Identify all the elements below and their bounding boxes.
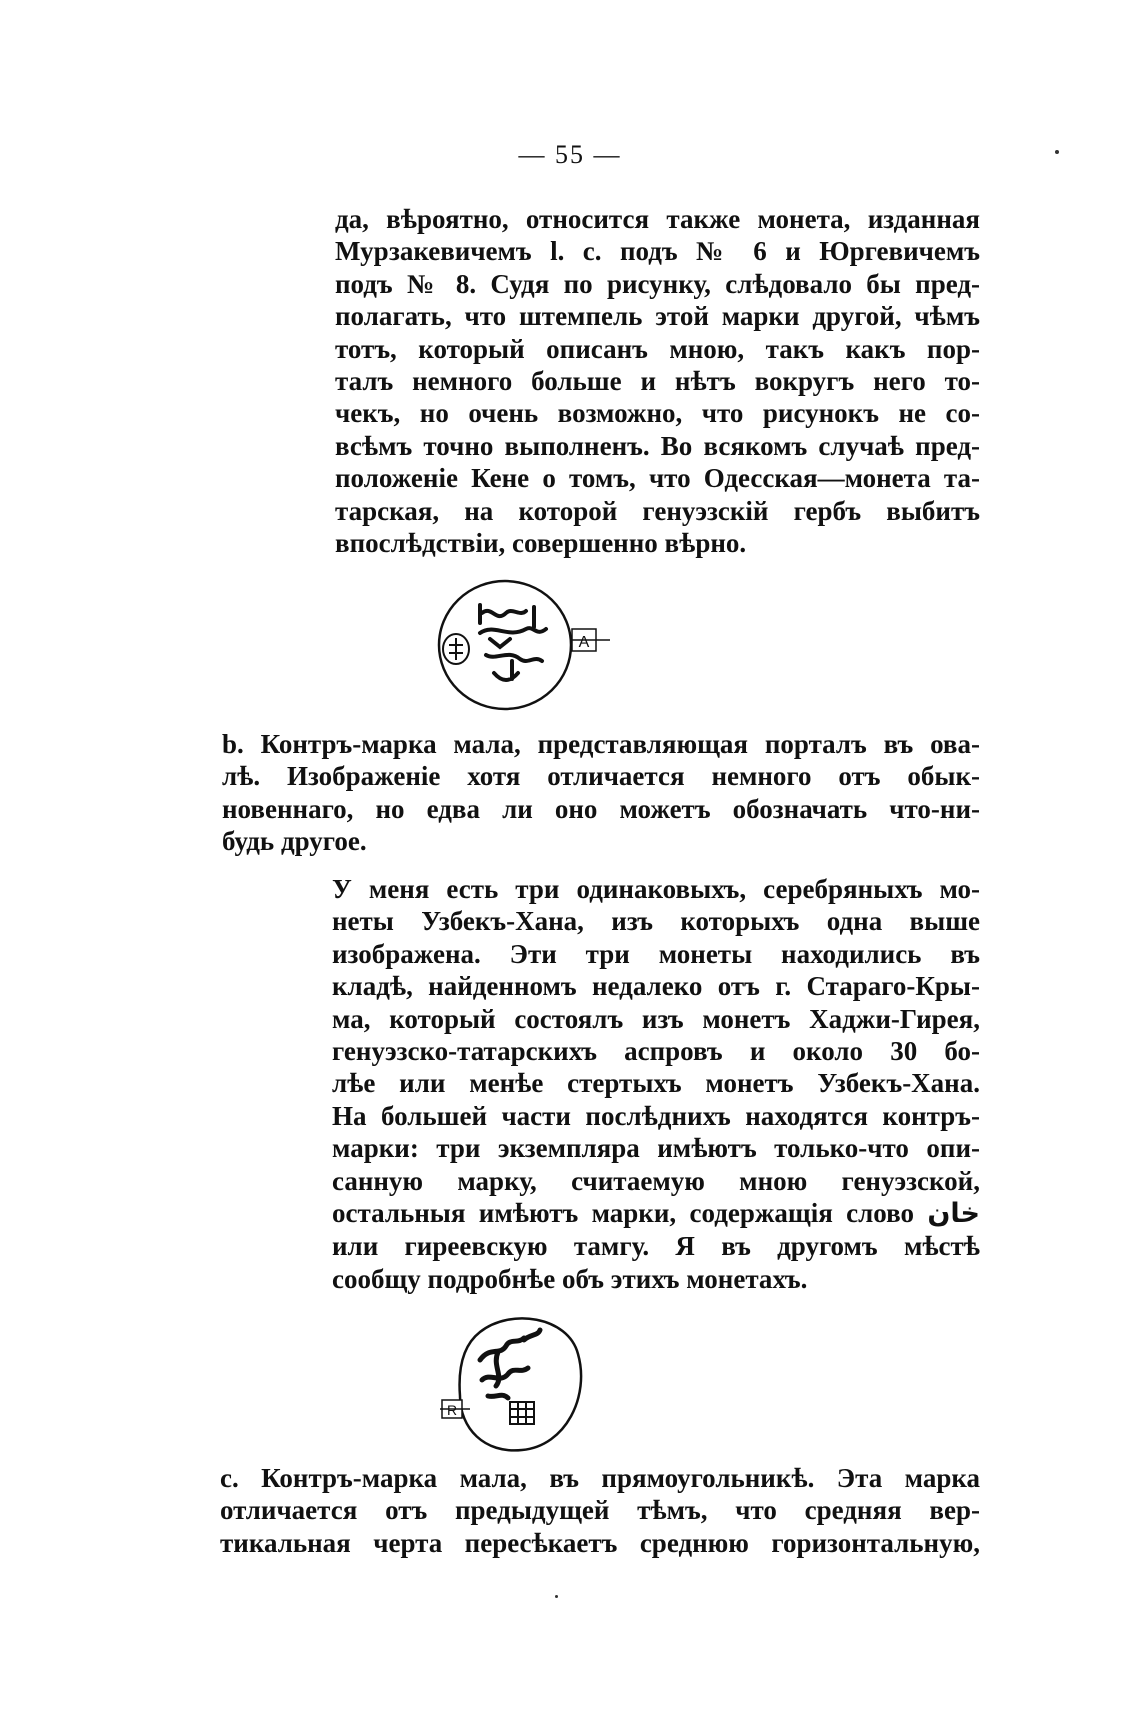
text-line: санную марку, считаемую мною генуэзской, [332,1165,980,1196]
text-line: тотъ, который описанъ мною, такъ какъ пор- [335,333,980,364]
text-line: впослѣдствіи, совершенно вѣрно. [335,528,747,559]
text-line: изображена. Эти три монеты находились въ [332,938,980,969]
paper-speck [1055,150,1059,154]
text-line: У меня есть три одинаковыхъ, серебряныхъ мо- [332,874,980,904]
text-line: b. Контръ-марка мала, представляющая порталъ въ ова- [222,729,980,759]
paragraph-3 [332,873,980,1295]
text-line: сообщу подробнѣе объ этихъ монетахъ. [332,1263,808,1294]
text-line: новеннаго, но едва ли оно можетъ обозначать что-ни- [222,793,980,824]
paragraph-2 [222,728,980,858]
text-line: будь другое. [222,826,367,857]
text-line: всѣмъ точно выполненъ. Во всякомъ случаѣ пред- [335,430,980,461]
paper-speck [555,1595,558,1598]
text-line: кладѣ, найденномъ недалеко отъ г. Стараго-Кры- [332,971,980,1002]
coin-label: R [446,1402,458,1418]
text-line-with-arabic [332,1197,980,1230]
page-number: — 55 — [518,140,622,169]
arabic-word: خان [927,1198,980,1230]
text-line: тикальная черта пересѣкаетъ среднюю горизонтальную, [220,1527,980,1558]
text-line: чекъ, но очень возможно, что рисунокъ не со- [335,398,980,429]
text-line: талъ немного больше и нѣтъ вокругъ него то- [335,366,980,397]
coin-illustration-a [430,575,610,715]
coin-illustration-r [440,1310,600,1460]
text-line: да, вѣроятно, относится также монета, изданная [335,204,980,234]
text-line: полагать, что штемпель этой марки другой, чѣмъ [335,301,980,332]
text-line: отличается отъ предыдущей тѣмъ, что средняя вер- [220,1495,980,1526]
text-line: положеніе Кене о томъ, что Одесская—монета та- [335,463,980,494]
text-line: Мурзакевичемъ l. c. подъ № 6 и Юргевичемъ [335,236,980,267]
paragraph-1 [335,203,980,559]
text-line: марки: три экземпляра имѣютъ только-что опи- [332,1133,980,1164]
text-line: На большей части послѣднихъ находятся контръ- [332,1100,980,1131]
countermark-rectangle [510,1402,534,1424]
text-line: тарская, на которой генуэзскій гербъ выбитъ [335,495,980,526]
text-line: лѣ. Изображеніе хотя отличается немного отъ обык- [222,761,980,792]
text-line: ма, который состоялъ изъ монетъ Хаджи-Гирея, [332,1003,980,1034]
text-line: лѣе или менѣе стертыхъ монетъ Узбекъ-Хана. [332,1068,980,1099]
coin-label: A [578,634,590,651]
text-line: подъ № 8. Судя по рисунку, слѣдовало бы пред- [335,268,980,299]
text-line: или гиреевскую тамгу. Я въ другомъ мѣстѣ [332,1231,980,1262]
paragraph-4 [220,1462,980,1559]
text-line: генуэзско-татарскихъ аспровъ и около 30 бо- [332,1036,980,1067]
text-line: c. Контръ-марка мала, въ прямоугольникѣ. Эта марка [220,1463,980,1493]
text-line: остальныя имѣютъ марки, содержащія слово [332,1198,915,1229]
text-line: неты Узбекъ-Хана, изъ которыхъ одна выше [332,906,980,937]
